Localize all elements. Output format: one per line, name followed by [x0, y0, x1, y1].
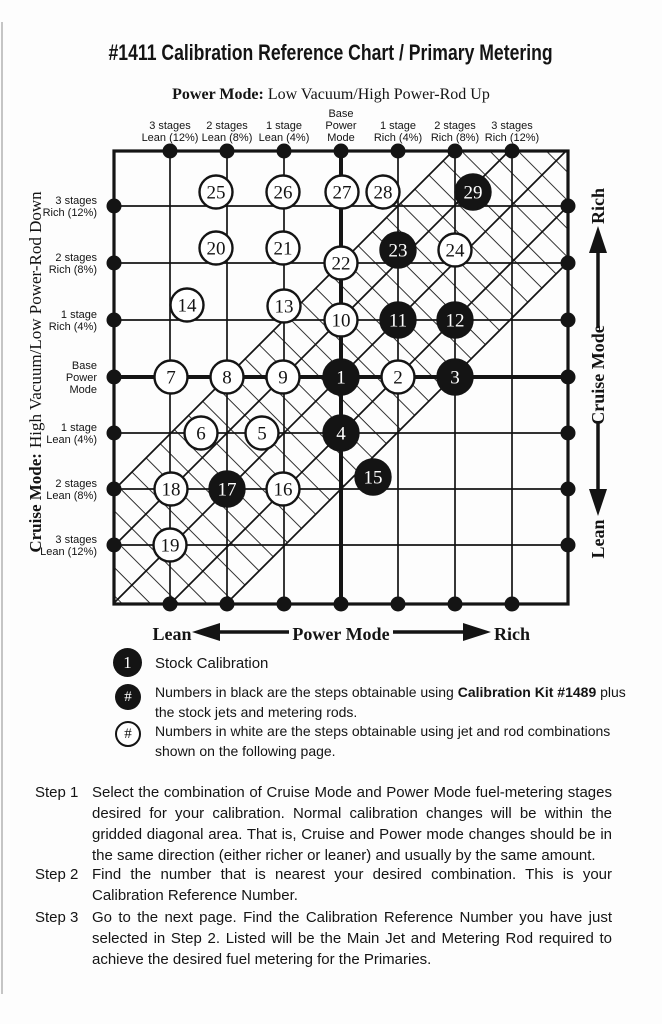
- calibration-number: 28: [373, 182, 393, 204]
- power-axis-label: Mode: [327, 132, 355, 144]
- calibration-point-18: [155, 473, 188, 506]
- legend-stock-calibration-text: Stock Calibration: [155, 655, 269, 672]
- power-axis-label: 1 stage: [379, 120, 417, 132]
- step-1-row: [35, 782, 612, 866]
- axis-dot: [448, 144, 463, 159]
- cruise-axis-label: Base: [71, 360, 97, 372]
- calibration-point-1: [324, 360, 359, 395]
- power-axis-label: 2 stages: [206, 120, 248, 132]
- calibration-number: 2: [393, 367, 403, 389]
- legend-white-line1: Numbers in white are the steps obtainable using jet and rod combinations: [155, 723, 611, 739]
- calibration-number: 4: [336, 423, 346, 445]
- power-direction-indicator: [152, 623, 530, 644]
- calibration-number: 8: [222, 367, 232, 389]
- legend-symbol-3: #: [124, 725, 132, 742]
- calibration-number: 12: [445, 310, 465, 332]
- legend-symbol-2: #: [124, 688, 132, 705]
- power-axis-label: 3 stages: [491, 120, 533, 132]
- axis-dot: [277, 144, 292, 159]
- cruise-axis-label: 1 stage: [60, 309, 97, 321]
- axis-dot: [505, 597, 520, 612]
- step-3-text: Go to the next page. Find the Calibration Reference Number you have just selected in Step 2. Listed will be the Main Jet and Metering Rod required to achieve the desired fuel metering for the Primaries.: [92, 909, 612, 968]
- calibration-point-23: [381, 233, 416, 268]
- calibration-point-20: [200, 232, 233, 265]
- right-arrow-icon: [463, 623, 491, 641]
- cruise-axis-label: 1 stage: [60, 422, 97, 434]
- cruise-axis-label: Power: [65, 372, 97, 384]
- calibration-point-24: [439, 234, 472, 267]
- calibration-point-5: [246, 417, 279, 450]
- calibration-point-21: [267, 232, 300, 265]
- calibration-point-13: [268, 290, 301, 323]
- axis-dot: [334, 597, 349, 612]
- axis-dot: [163, 144, 178, 159]
- cruise-rich-label: Rich: [588, 188, 608, 224]
- cruise-axis-label: Rich (12%): [42, 207, 97, 219]
- calibration-point-17: [210, 472, 245, 507]
- axis-dot: [163, 597, 178, 612]
- calibration-point-19: [154, 529, 187, 562]
- axis-dot: [505, 144, 520, 159]
- cruise-axis-title-rest: High Vacuum/Low Power-Rod Down: [26, 191, 45, 449]
- cruise-mode-axis-title: [26, 191, 45, 553]
- left-arrow-icon: [192, 623, 220, 641]
- step-1-label: Step 1: [35, 784, 79, 801]
- power-axis-label: Lean (12%): [141, 132, 199, 144]
- calibration-point-28: [367, 176, 400, 209]
- cruise-axis-label: 2 stages: [55, 478, 97, 490]
- cruise-mode-side-label: Cruise Mode: [588, 325, 608, 425]
- calibration-number: 27: [332, 182, 352, 204]
- calibration-number: 19: [160, 535, 180, 557]
- calibration-number: 18: [161, 479, 181, 501]
- legend-white-numbers-text: [155, 721, 610, 761]
- legend-black-line1-pre: Numbers in black are the steps obtainable using: [155, 684, 454, 700]
- calibration-point-10: [325, 304, 358, 337]
- calibration-number: 14: [177, 295, 197, 317]
- legend-black-line1: [155, 682, 626, 702]
- axis-dot: [107, 370, 122, 385]
- axis-dot: [220, 597, 235, 612]
- legend-symbol-1: 1: [123, 652, 132, 672]
- calibration-number: 23: [388, 240, 408, 262]
- calibration-number: 22: [331, 253, 351, 275]
- calibration-number: 6: [196, 423, 206, 445]
- cruise-axis-label: Rich (4%): [48, 321, 97, 333]
- axis-dot: [561, 538, 576, 553]
- calibration-point-9: [267, 361, 300, 394]
- step-3-row: [35, 907, 612, 970]
- calibration-number: 7: [166, 367, 176, 389]
- calibration-point-4: [324, 416, 359, 451]
- power-mode-bottom-label: Power Mode: [292, 624, 390, 644]
- calibration-point-12: [438, 303, 473, 338]
- step-2-text: Find the number that is nearest your desired combination. This is your Calibration Reference Number.: [92, 866, 612, 904]
- axis-dot: [561, 370, 576, 385]
- axis-dot: [561, 426, 576, 441]
- cruise-axis-label: Lean (12%): [40, 546, 97, 558]
- calibration-number: 9: [278, 367, 288, 389]
- calibration-point-7: [155, 361, 188, 394]
- calibration-point-6: [185, 417, 218, 450]
- power-rich-label: Rich: [494, 624, 530, 644]
- legend-black-line1-post: plus: [600, 684, 626, 700]
- power-axis-label: 2 stages: [434, 120, 476, 132]
- calibration-number: 20: [206, 238, 226, 260]
- axis-dot: [220, 144, 235, 159]
- step-1-text: Select the combination of Cruise Mode and Power Mode fuel-metering stages desired for your calibration. Normal calibration changes will be within the gridded diagonal area. That is, Cruise and Power mode changes should be in the same direction (either richer or leaner) and usually by the same amount.: [92, 784, 612, 864]
- calibration-point-29: [456, 175, 491, 210]
- calibration-point-15: [356, 460, 391, 495]
- cruise-lean-label: Lean: [588, 519, 608, 559]
- calibration-number: 15: [363, 467, 383, 489]
- up-arrow-icon: [589, 226, 607, 253]
- axis-dot: [107, 313, 122, 328]
- calibration-point-11: [381, 303, 416, 338]
- power-axis-label: Rich (8%): [430, 132, 480, 144]
- power-axis-label: 3 stages: [149, 120, 191, 132]
- calibration-number: 21: [273, 238, 293, 260]
- power-axis-label: 1 stage: [265, 120, 303, 132]
- white-number-marker-icon: [115, 721, 141, 747]
- calibration-number: 16: [273, 479, 293, 501]
- cruise-axis-label: Lean (8%): [46, 490, 97, 502]
- page-title-text: #1411 Calibration Reference Chart / Primary Metering: [108, 40, 554, 65]
- down-arrow-icon: [589, 489, 607, 516]
- cruise-axis-label: 3 stages: [55, 534, 97, 546]
- calibration-point-8: [211, 361, 244, 394]
- axis-dot: [391, 144, 406, 159]
- power-axis-label: Rich (12%): [484, 132, 540, 144]
- black-number-marker-icon: [115, 684, 141, 710]
- axis-dot: [334, 144, 349, 159]
- axis-dot: [448, 597, 463, 612]
- calibration-point-16: [267, 473, 300, 506]
- axis-dot: [107, 482, 122, 497]
- cruise-axis-title-bold: Cruise Mode:: [26, 453, 45, 553]
- cruise-axis-label: Rich (8%): [48, 264, 97, 276]
- cruise-axis-label: 3 stages: [55, 195, 97, 207]
- power-axis-label: Rich (4%): [373, 132, 423, 144]
- legend-black-numbers-text: [155, 682, 626, 722]
- subtitle-power-mode-label: Power Mode:: [172, 86, 264, 103]
- power-axis-label: Lean (4%): [258, 132, 310, 144]
- calibration-number: 5: [257, 423, 267, 445]
- cruise-direction-indicator: [588, 188, 608, 559]
- axis-dot: [561, 256, 576, 271]
- calibration-point-27: [326, 176, 359, 209]
- calibration-number: 1: [336, 367, 346, 389]
- calibration-number: 24: [445, 240, 465, 262]
- calibration-number: 10: [331, 310, 351, 332]
- cruise-axis-label: Mode: [69, 384, 97, 396]
- subtitle-power-mode-value: Low Vacuum/High Power-Rod Up: [267, 86, 490, 103]
- cruise-axis-label: Lean (4%): [46, 434, 97, 446]
- axis-dot: [107, 538, 122, 553]
- axis-dot: [561, 313, 576, 328]
- calibration-number: 29: [463, 182, 483, 204]
- calibration-point-2: [382, 361, 415, 394]
- cruise-axis-label: 2 stages: [55, 252, 97, 264]
- power-axis-label: Power: [325, 120, 357, 132]
- step-3-label: Step 3: [35, 909, 79, 926]
- axis-dot: [561, 482, 576, 497]
- axis-dot: [561, 199, 576, 214]
- calibration-number: 3: [450, 367, 460, 389]
- calibration-point-3: [438, 360, 473, 395]
- axis-dot: [107, 426, 122, 441]
- axis-dot: [107, 256, 122, 271]
- calibration-point-25: [200, 176, 233, 209]
- axis-dot: [277, 597, 292, 612]
- calibration-point-26: [267, 176, 300, 209]
- calibration-number: 11: [388, 310, 408, 332]
- calibration-number: 17: [217, 479, 237, 501]
- step-2-label: Step 2: [35, 866, 79, 883]
- power-axis-label: Base: [328, 108, 354, 120]
- legend-black-line1-bold: Calibration Kit #1489: [457, 684, 597, 700]
- axis-dot: [391, 597, 406, 612]
- legend-black-line2: the stock jets and metering rods.: [155, 704, 358, 720]
- step-2-row: [35, 864, 612, 906]
- power-lean-label: Lean: [152, 624, 192, 644]
- calibration-number: 13: [274, 296, 294, 318]
- calibration-number: 26: [273, 182, 293, 204]
- axis-dot: [107, 199, 122, 214]
- legend-white-line2: shown on the following page.: [155, 743, 336, 759]
- power-axis-label: Lean (8%): [201, 132, 253, 144]
- calibration-number: 25: [206, 182, 226, 204]
- calibration-point-14: [171, 289, 204, 322]
- stock-calibration-marker-icon: [113, 648, 142, 677]
- calibration-point-22: [325, 247, 358, 280]
